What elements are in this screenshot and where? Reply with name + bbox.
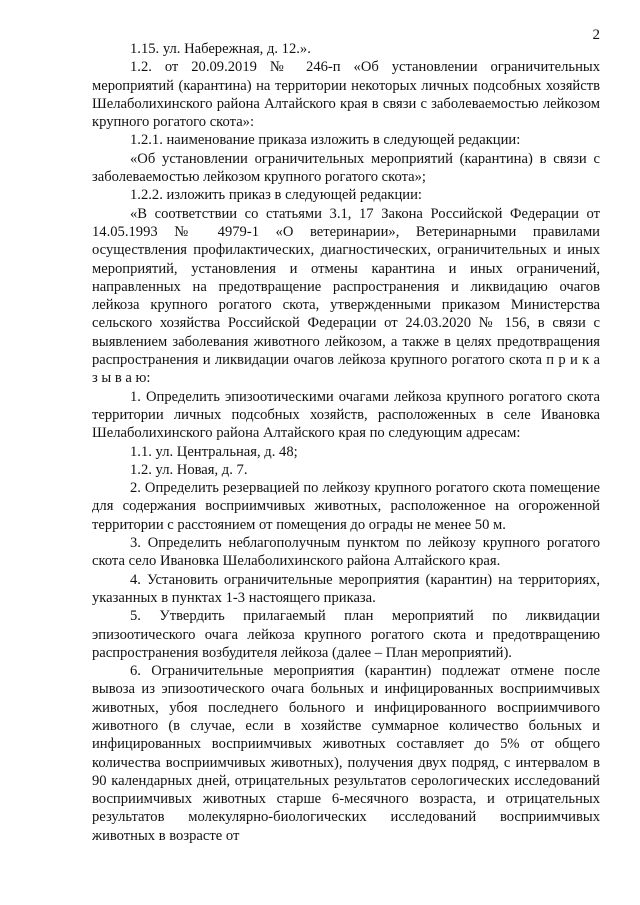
paragraph-item-2: 2. Определить резервацией по лейкозу крупного рогатого скота помещение для содержания восприимчивых животных, расположенное на огороженной территории с расстоянием от помещения до ограды не менее 50 м. [92,480,600,533]
paragraph-item-5: 5. Утвердить прилагаемый план мероприятий по ликвидации эпизоотического очага лейкоза крупного рогатого скота и предотвращению распространения возбудителя лейкоза (далее – План мероприятий). [92,608,600,661]
paragraph-1-2: 1.2. от 20.09.2019 № 246-п «Об установлении ограничительных мероприятий (карантина) на территории некоторых личных подсобных хозяйств Шелаболихинского района Алтайского края в связи с заболеваемостью лейкозом крупного рогатого скота»: [92,59,600,131]
paragraph-item-1-1: 1.1. ул. Центральная, д. 48; [130,443,298,460]
paragraph-item-3: 3. Определить неблагополучным пунктом по лейкозу крупного рогатого скота село Ивановка Шелаболихинского района Алтайского края. [92,535,600,570]
paragraph-order-title: «Об установлении ограничительных мероприятий (карантина) в связи с заболеваемостью лейкозом крупного рогатого скота»; [92,150,600,186]
page-number: 2 [592,27,600,43]
paragraph-item-1-2: 1.2. ул. Новая, д. 7. [130,461,248,478]
paragraph-preamble: «В соответствии со статьями 3.1, 17 Закона Российской Федерации от 14.05.1993 № 4979-1 «О ветеринарии», Ветеринарными правилами осуществления профилактических, диагностических, ограничительных и иных мероприятий, установления и отмены карантина и иных ограничений, направленных на предотвращение распространения и ликвидацию очагов лейкоза крупного рогатого скота, утвержденными приказом Министерства сельского хозяйства Российской Федерации от 24.03.2020 № 156, в связи с выявлением заболевания животного лейкозом, а также в целях предотвращения распространения и ликвидации очагов лейкоза крупного рогатого скота п р и к а з ы в а ю: [92,205,600,387]
paragraph-1-15: 1.15. ул. Набережная, д. 12.». [130,41,311,57]
paragraph-item-6: 6. Ограничительные мероприятия (карантин) подлежат отмене после вывоза из эпизоотического очага больных и инфицированных восприимчивых животных, убоя последнего больного и инфицированного восприимчивого животного (в случае, если в хозяйстве суммарное количество больных и инфицированных восприимчивых животных составляет до 5% от общего количества восприимчивых животных), получения двух подряд, с интервалом в 90 календарных дней, отрицательных результатов серологических исследований восприимчивых животных старше 6-месячного возраста, и отрицательных результатов молекулярно-биологических исследований восприимчивых животных в возрасте от [92,663,600,844]
paragraph-item-4: 4. Установить ограничительные мероприятия (карантин) на территориях, указанных в пунктах 1-3 настоящего приказа. [92,571,600,606]
paragraph-1-2-2: 1.2.2. изложить приказ в следующей редакции: [130,187,422,204]
paragraph-1-2-1: 1.2.1. наименование приказа изложить в следующей редакции: [130,132,521,149]
paragraph-item-1: 1. Определить эпизоотическими очагами лейкоза крупного рогатого скота территории личных подсобных хозяйств, расположенных в селе Ивановка Шелаболихинского района Алтайского края по следующим адресам: [92,388,600,442]
document-body [92,40,600,845]
